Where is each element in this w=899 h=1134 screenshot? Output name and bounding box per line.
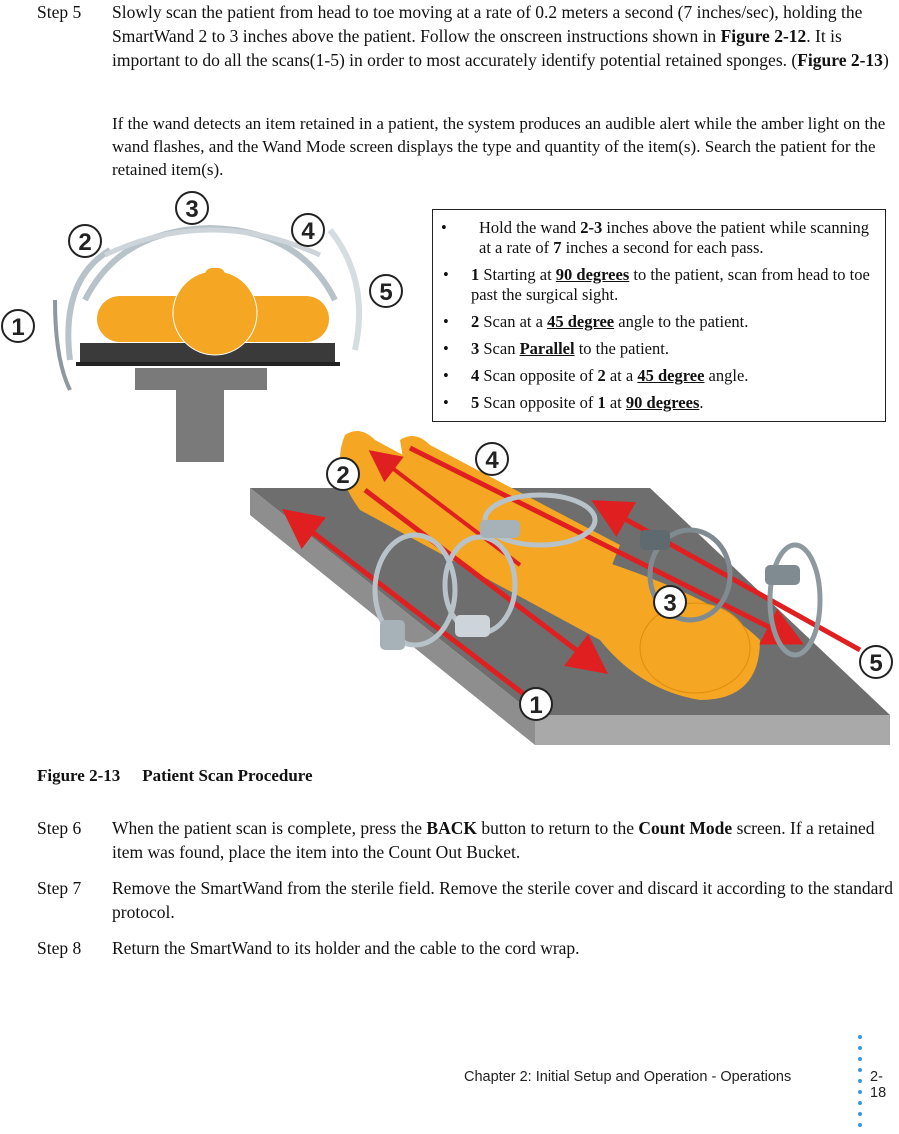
bullet: • (443, 265, 449, 284)
badge-5-bottom (860, 646, 892, 678)
bullet: • (441, 218, 447, 237)
text: angle to the patient. (614, 312, 749, 331)
figure-ref: Figure 2-12 (720, 26, 807, 46)
page-number: 2-18 (870, 1069, 887, 1101)
instruction-item (441, 339, 879, 359)
text: Scan opposite of (479, 366, 598, 385)
bold-text: 7 (553, 238, 562, 257)
caption-title: Patient Scan Procedure (142, 766, 313, 785)
text: . It is important to do all the scans(1-5) in order to most accurately identify potential retained sponges. ( (112, 26, 842, 70)
scan-instructions-box (432, 209, 886, 422)
text: ) (882, 50, 889, 70)
badge-label: 4 (485, 447, 499, 474)
bullet: • (443, 366, 449, 385)
badge-1-top (2, 310, 34, 342)
step-text: Return the SmartWand to its holder and the cable to the cord wrap. (112, 938, 580, 958)
underlined-text: 45 degree (637, 366, 705, 385)
bullet: • (443, 339, 449, 358)
badge-label: 1 (529, 692, 543, 719)
badge-label: 3 (663, 590, 677, 617)
text: angle. (704, 366, 749, 385)
screen-name: Count Mode (638, 818, 733, 838)
underlined-text: Parallel (519, 339, 575, 358)
step-text: Remove the SmartWand from the sterile field. Remove the sterile cover and discard it according to the standard protocol. (112, 878, 893, 922)
badge-label: 3 (185, 196, 199, 223)
text: inches a second for each pass. (561, 238, 764, 257)
instruction-item (441, 312, 879, 332)
footer-dots (858, 1035, 866, 1134)
text: . (699, 393, 704, 412)
text: Scan (479, 339, 520, 358)
step-5 (37, 0, 897, 72)
text: Scan at a (479, 312, 548, 331)
step-number: Step 7 (37, 878, 82, 898)
text: at a (605, 366, 638, 385)
step-number: 4 (471, 366, 480, 385)
badge-label: 4 (301, 218, 315, 245)
cross-section-view (55, 228, 359, 462)
text: Scan opposite of (479, 393, 598, 412)
step-text (112, 0, 897, 72)
text: to the patient. (574, 339, 669, 358)
step-5-detail: If the wand detects an item retained in a patient, the system produces an audible alert while the amber light on the wand flashes, and the Wand Mode screen displays the type and quantity of the item(s). Search the patient for the retained item(s). (112, 114, 886, 179)
step-number: Step 5 (37, 2, 82, 22)
bold-text: 1 (597, 393, 606, 412)
badge-label: 2 (336, 462, 350, 489)
badge-2-bottom (327, 458, 359, 490)
step-number: 2 (471, 312, 480, 331)
badge-5-top (370, 275, 402, 307)
underlined-text: 90 degrees (555, 265, 630, 284)
chapter-footer: Chapter 2: Initial Setup and Operation - Operations (464, 1069, 792, 1085)
step-7 (37, 876, 897, 924)
underlined-text: 45 degree (547, 312, 615, 331)
badge-label: 1 (11, 314, 25, 341)
step-number: Step 8 (37, 938, 82, 958)
step-number: 1 (471, 265, 480, 284)
badge-1-bottom (520, 688, 552, 720)
step-8 (37, 936, 897, 960)
badge-label: 5 (869, 650, 883, 677)
step-number: 5 (471, 393, 480, 412)
button-name: BACK (426, 818, 477, 838)
step-number: Step 6 (37, 818, 82, 838)
underlined-text: 90 degrees (625, 393, 700, 412)
caption-number: Figure 2-13 (37, 766, 121, 785)
badge-label: 2 (78, 229, 92, 256)
text: button to return to the (476, 818, 639, 838)
bold-text: 2 (597, 366, 606, 385)
text: screen. If a retained item was found, place the item into the Count Out Bucket. (112, 818, 875, 862)
instruction-item (441, 265, 879, 305)
text: Hold the wand (479, 218, 581, 237)
bold-text: 2-3 (580, 218, 603, 237)
instruction-item (441, 366, 879, 386)
badge-2-top (69, 225, 101, 257)
bullet: • (443, 393, 449, 412)
step-6 (37, 816, 897, 864)
text: When the patient scan is complete, press the (112, 818, 427, 838)
text: to the patient, scan from head to toe past the surgical sight. (471, 265, 870, 304)
badge-4-top (292, 214, 324, 246)
text: Slowly scan the patient from head to toe moving at a rate of 0.2 meters a second (7 inches/sec), holding the SmartWand 2 to 3 inches above the patient. Follow the onscreen instructions shown in (112, 2, 863, 46)
instruction-item (441, 218, 879, 258)
figure-ref: Figure 2-13 (797, 50, 883, 70)
instruction-item (441, 393, 879, 413)
badge-label: 5 (379, 279, 393, 306)
step-number: 3 (471, 339, 480, 358)
figure-caption (37, 766, 313, 786)
badge-3-top (176, 192, 208, 224)
badge-3-bottom (654, 586, 686, 618)
badge-4-bottom (476, 443, 508, 475)
text: at (605, 393, 626, 412)
step-text (112, 816, 897, 864)
text: inches above the patient while scanning at a rate of (479, 218, 869, 257)
bullet: • (443, 312, 449, 331)
text: Starting at (479, 265, 556, 284)
